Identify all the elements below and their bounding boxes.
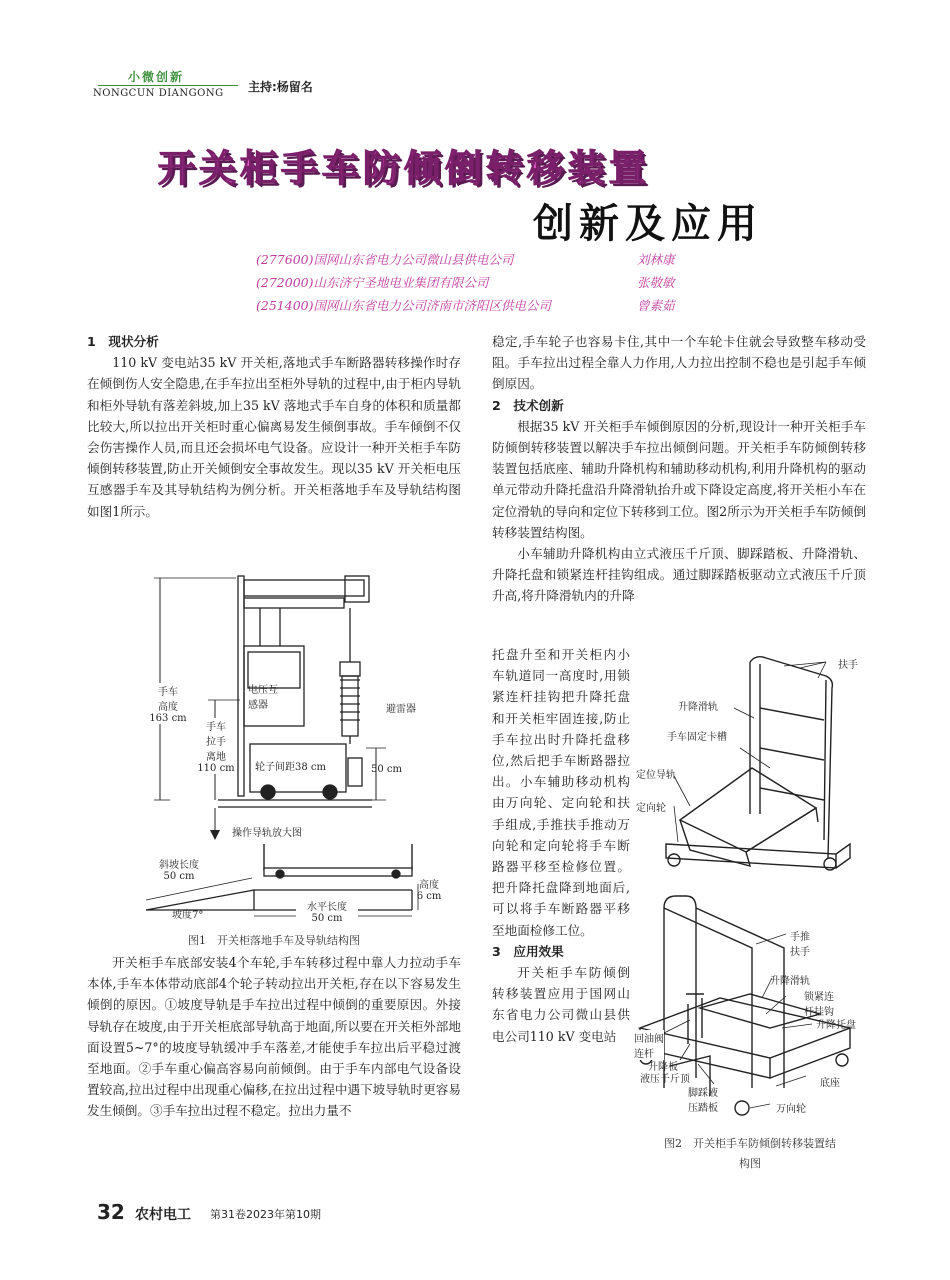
fig1-cart-height: 手车 高度 163 cm — [146, 683, 190, 724]
fig1-horizontal-length: 水平长度 50 cm — [296, 898, 358, 924]
figure-2-caption: 图2 开关柜手车防倾倒转移装置结构图 — [664, 1137, 836, 1170]
journal-name: 农村电工 — [135, 1207, 191, 1223]
column-tag-rule — [98, 85, 238, 86]
section-2-heading: 2 技术创新 — [492, 397, 564, 413]
right-paragraph-cont: 稳定,手车轮子也容易卡住,其中一个车轮卡住就会导致整车移动受阻。手车拉出过程全靠人力作用,人力拉出控制不稳也是引起手车倾倒原因。 — [492, 334, 866, 392]
fig2-lift-plate: 升降板 — [648, 1062, 678, 1073]
author-org-3: (251400)国网山东省电力公司济南市济阳区供电公司 — [256, 298, 551, 313]
right-paragraph-4a: 小车辅助升降机构由立式液压千斤顶、脚踩踏板、升降滑轨、升降托盘和锁紧连杆挂钩组成。通过脚踩踏板驱动立式液压千斤顶升高,将升降滑轨内的升降 — [492, 546, 866, 604]
fig2-base: 底座 — [820, 1078, 840, 1089]
author-name-1: 刘林康 — [637, 252, 675, 267]
page-number: 32 — [97, 1200, 125, 1224]
author-org-1: (277600)国网山东省电力公司微山县供电公司 — [256, 252, 514, 267]
author-name-2: 张敬敏 — [637, 275, 675, 290]
fig2-push-handrail: 手推 扶手 — [790, 932, 810, 958]
right-column-top — [492, 331, 866, 607]
fig2-position-rail: 定位导轨 — [636, 770, 676, 781]
figure-1-caption: 图1 开关柜落地手车及导轨结构图 — [188, 934, 360, 947]
left-paragraph-1: 110 kV 变电站35 kV 开关柜,落地式手车断路器转移操作时存在倾倒伤人安全隐患,在手车拉出至柜外导轨的过程中,由于柜内导轨和柜外导轨有落差斜坡,加上35 kV 落地式手车自身的体积和质量都比较大,所以拉出开关柜时重心偏离易发生倾倒事故。手车倾倒不仅会伤害操作人员,而且还会损坏电气设备。应设计一种开关柜手车防倾倒转移装置,防止开关倾倒安全事故发生。现以35 kV 开关柜电压互感器手车及其导轨结构为例分析。开关柜落地手车及导轨结构图如图1所示。 — [87, 355, 461, 519]
author-name-3: 曾素茹 — [637, 298, 675, 313]
fig1-slope-degree: 坡度7° — [172, 910, 204, 921]
left-column-bottom — [87, 952, 461, 1122]
right-paragraph-4b: 托盘升至和开关柜内小车轨道同一高度时,用锁紧连杆挂钩把升降托盘和开关柜牢固连接,防止手车拉出时升降托盘移位,然后把手车断路器拉出。小车辅助移动机构由万向轮、定向轮和扶手组成,手推扶手推动万向轮和定向轮将手车断路器平移至检修位置。把升降托盘降到地面后,可以将手车断路器平移至地面检修工位。 — [492, 647, 630, 938]
fig1-vt: 电压互 感器 — [248, 685, 278, 711]
fig2-lift-rail-2: 升降滑轨 — [770, 976, 810, 987]
column-tag — [98, 68, 238, 86]
host: 主持:杨留名 — [248, 80, 313, 94]
fig1-width: 50 cm — [371, 764, 402, 775]
fig1-height: 高度 6 cm — [416, 880, 442, 902]
fig2-fixed-wheel: 定向轮 — [636, 803, 666, 814]
fig2-return-valve: 回油阀 连杆 — [634, 1030, 664, 1060]
fig2-jack: 液压千斤顶 — [640, 1074, 690, 1085]
right-paragraph-3: 根据35 kV 开关柜手车倾倒原因的分析,现设计一种开关柜手车防倾倒转移装置以解决手车拉出倾倒问题。开关柜手车防倾倒转移装置包括底座、辅助升降机构和辅助移动机构,利用升降机构的驱动单元带动升降托盘沿升降滑轨抬升或下降设定高度,将开关柜小车在定位滑轨的导向和定位下转移到工位。图2所示为开关柜手车防倾倒转移装置结构图。 — [492, 418, 866, 540]
fig1-rail-zoom: 操作导轨放大图 — [232, 828, 302, 839]
cabinet-wall — [238, 576, 244, 796]
section-1-heading: 1 现状分析 — [87, 334, 159, 349]
figure-2 — [630, 648, 870, 1128]
fig2-fix-slot: 手车固定卡槽 — [667, 732, 727, 743]
fig2-pedal: 脚踩液 压踏板 — [688, 1088, 718, 1114]
fig2-caster: 万向轮 — [776, 1104, 806, 1115]
column-tag-label: 小微创新 — [128, 70, 185, 84]
left-paragraph-2: 开关柜手车底部安装4个车轮,手车转移过程中靠人力拉动手车本体,手车本体带动底部4个轮子转动拉出开关柜,存在以下容易发生倾倒的原因。①坡度导轨是手车拉出过程中倾倒的重要原因。外接导轨存在坡度,由于开关柜底部导轨高于地面,所以要在开关柜外部地面设置5~7°的坡度导轨缓冲手车落差,才能使手车拉出后平稳过渡至地面。②手车重心偏高容易向前倾倒。由于手车内部电气设备设置较高,拉出过程中出现重心偏移,在拉出过程中遇下坡导轨时更容易发生倾倒。③手车拉出过程不稳定。拉出力量不 — [87, 955, 461, 1119]
right-column-narrow — [492, 644, 630, 1047]
fig1-wheelbase: 轮子间距38 cm — [255, 762, 326, 773]
fig2-lift-rail: 升降滑轨 — [678, 702, 718, 713]
section-3-heading: 3 应用效果 — [492, 943, 564, 959]
issue-info: 第31卷2023年第10期 — [210, 1208, 321, 1221]
fig1-arrester: 避雷器 — [386, 704, 416, 715]
brand: NONGCUN DIANGONG — [93, 88, 224, 99]
fig2-tray: 升降托盘 — [816, 1020, 856, 1031]
fig2-handrail: 扶手 — [838, 660, 858, 671]
fig2-lock-hook: 锁紧连 杆挂钩 — [804, 992, 834, 1018]
title-line1: 开关柜手车防倾倒转移装置 — [158, 147, 650, 190]
right-paragraph-5: 开关柜手车防倾倒转移装置应用于国网山东省电力公司微山县供电公司110 kV 变电站 — [492, 965, 630, 1044]
fig1-slope-length: 斜坡长度 50 cm — [159, 860, 199, 882]
left-column-top — [87, 331, 461, 522]
author-org-2: (272000)山东济宁圣地电业集团有限公司 — [256, 275, 489, 290]
title-line2: 创新及应用 — [533, 201, 763, 247]
fig1-handle-height: 手车 拉手 离地 110 cm — [196, 718, 236, 774]
